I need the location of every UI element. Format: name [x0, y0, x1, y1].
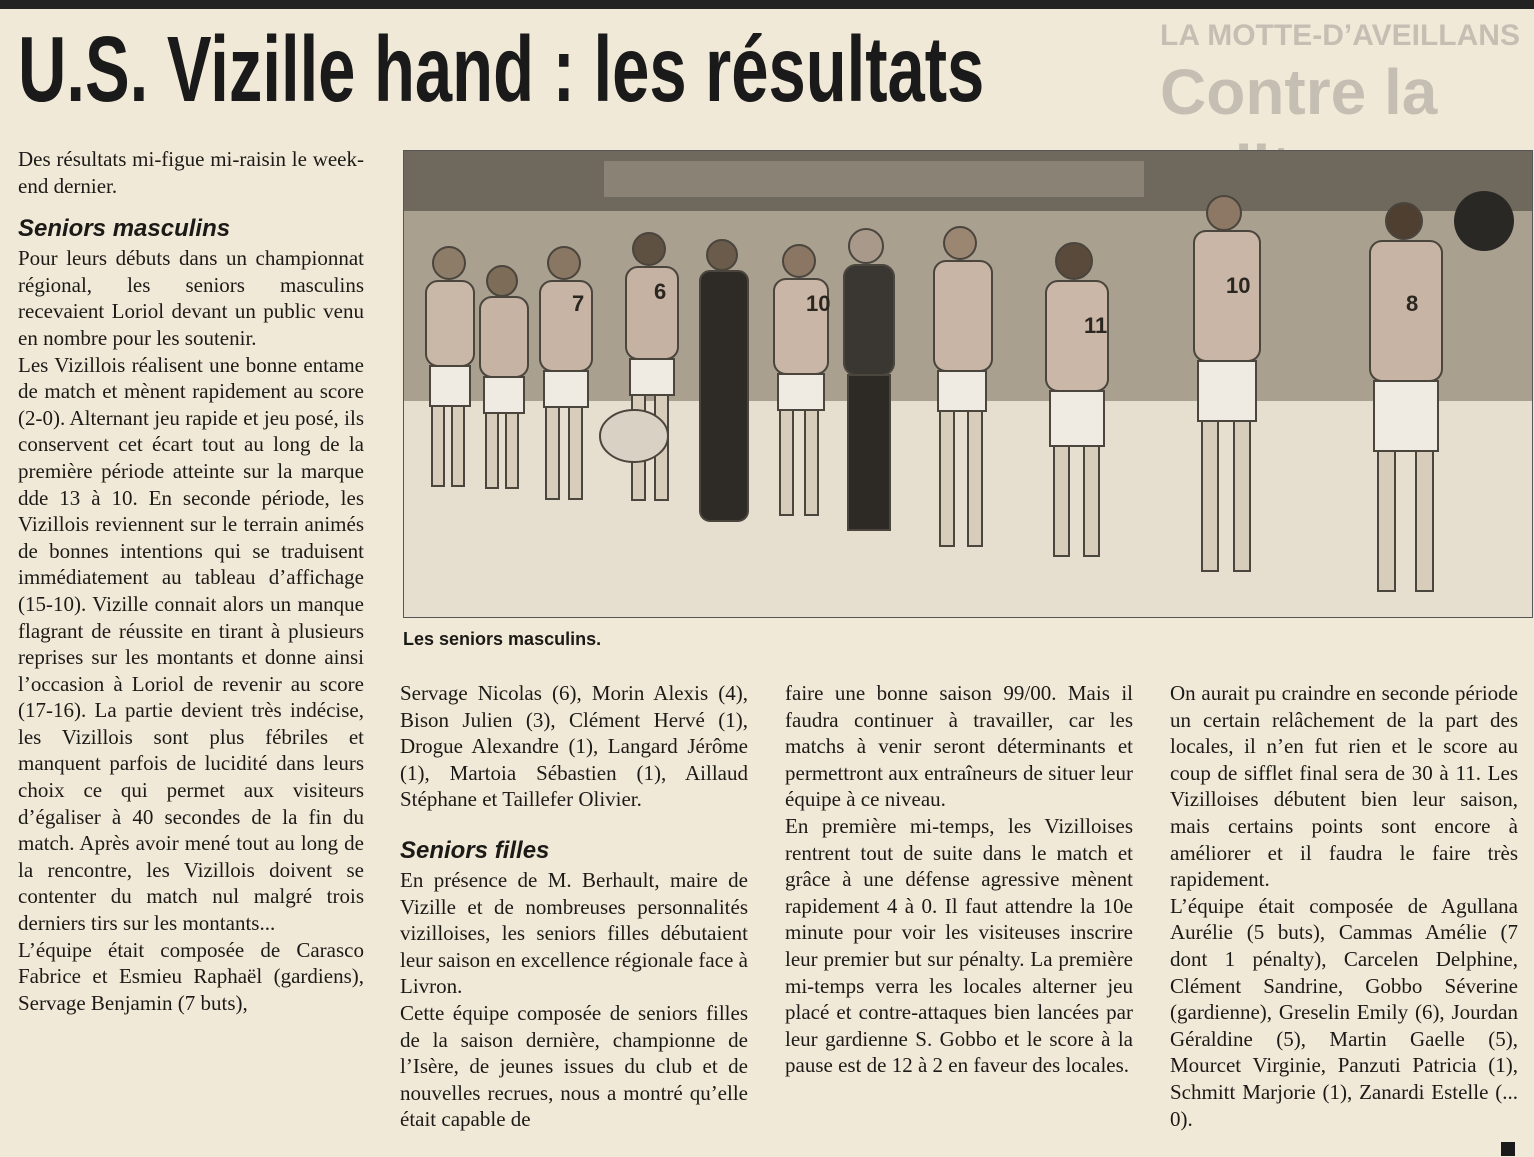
- section-title-seniors-masculins: Seniors masculins: [18, 215, 231, 243]
- paragraph: Les Vizillois réalisent une bonne entame de match et mènent rapidement au score (2-0). Alternant jeu rapide et jeu posé, ils conservent cet écart tout au long de la première période atteinte sur la marque dde 13 à 10. En seconde période, les Vizillois reviennent sur le terrain animés de bonnes intentions qui se traduisent immédiatement au tableau d’affichage (15-10). Vizille connait alors un manque flagrant de réussite en tirant à plusieurs reprises sur les montants et donne ainsi l’occasion à Loriol de revenir au score (17-16). La partie devient très indécise, les Vizillois sont plus fébriles et manquent parfois de lucidité dans leurs choix ce qui permet aux visiteurs d’égaliser à 40 secondes de la fin du match. Après avoir mené tout au long de la rencontre, les Vizillois doivent se contenter du match nul malgré trois derniers tirs sur les montants...: [18, 352, 364, 936]
- jersey-number: 8: [1406, 291, 1419, 316]
- column-1: [18, 146, 364, 1016]
- ceiling-beam: [604, 161, 1144, 197]
- column-4: [1170, 680, 1518, 1132]
- jersey-number: 6: [654, 279, 667, 304]
- paragraph: Pour leurs débuts dans un championnat régional, les seniors masculins recevaient Loriol devant un public venu en nombre pour les soutenir.: [18, 246, 364, 350]
- jersey-number: 7: [572, 291, 585, 316]
- jersey-number: 10: [806, 291, 831, 316]
- paragraph: L’équipe était composée de Carasco Fabrice et Esmieu Raphaël (gardiens), Servage Benjamin (7 buts),: [18, 937, 364, 1015]
- jersey-number: 10: [1226, 273, 1251, 298]
- paragraph: faire une bonne saison 99/00. Mais il faudra continuer à travailler, car les matchs à venir seront déterminants et permettront aux entraîneurs de situer leur équipe à ce niveau.: [785, 681, 1133, 812]
- paragraph: En première mi-temps, les Vizilloises rentrent tout de suite dans le match et grâce à une défense agressive mènent rapidement 4 à 0. Il faut attendre la 10e minute pour voir les visiteuses inscrire leur premier but sur pénalty. La première mi-temps verra les locales alterner jeu placé et contre-attaques bien lancées par leur gardienne S. Gobbo et le score à la pause est de 12 à 2 en faveur des locales.: [785, 813, 1133, 1078]
- adjacent-article-bleedthrough: [1160, 18, 1530, 138]
- paragraph: Servage Nicolas (6), Morin Alexis (4), Bison Julien (3), Clément Hervé (1), Drogue Alexandre (1), Langard Jérôme (1), Martoia Sébastien (1), Aillaud Stéphane et Taillefer Olivier.: [400, 681, 748, 812]
- coach-bald: [844, 229, 894, 530]
- coach-dark-tracksuit: [700, 240, 748, 521]
- page-top-rule: [0, 0, 1534, 9]
- article-end-mark: [1501, 1142, 1515, 1156]
- kneeling-figure: [600, 410, 668, 462]
- team-photo-illustration: [404, 151, 1532, 617]
- paragraph: Cette équipe composée de seniors filles de la saison dernière, championne de l’Isère, de jeunes issues du club et de nouvelles recrues, nous a montré qu’elle était capable de: [400, 1000, 748, 1132]
- adjacent-article-title: Contre la: [1160, 56, 1438, 128]
- paragraph: On aurait pu craindre en seconde période un certain relâchement de la part des locales, il n’en fut rien et le score au coup de sifflet final sera de 30 à 11. Les Vizilloises débutent bien leur saison, mais certains points sont encore à améliorer et il faudra le faire très rapidement.: [1170, 681, 1518, 892]
- paragraph: L’équipe était composée de Agullana Aurélie (5 buts), Cammas Amélie (7 dont 1 pénalty), Carcelen Delphine, Clément Sandrine, Gobbo Séverine (gardienne), Greselin Emily (6), Jourdan Géraldine (5), Martin Gaelle (5), Mourcet Virginie, Panzuti Patricia (1), Schmitt Marjorie (1), Zanardi Estelle (... 0).: [1170, 893, 1518, 1131]
- paragraph: En présence de M. Berhault, maire de Vizille et de nombreuses personnalités vizilloises, les seniors filles débutaient leur saison en excellence régionale face à Livron.: [400, 867, 748, 999]
- article-headline: U.S. Vizille hand : les résultats: [18, 17, 985, 121]
- team-photo: [403, 150, 1533, 618]
- adjacent-article-kicker: LA MOTTE-D’AVEILLANS: [1160, 19, 1520, 52]
- article-intro: Des résultats mi-figue mi-raisin le week-end dernier.: [18, 147, 364, 198]
- jersey-number: 11: [1084, 313, 1108, 338]
- column-2: [400, 680, 748, 1133]
- section-title-seniors-filles: Seniors filles: [400, 836, 550, 864]
- wall-light: [1454, 191, 1514, 251]
- column-3: [785, 680, 1133, 1079]
- photo-caption: Les seniors masculins.: [403, 629, 602, 649]
